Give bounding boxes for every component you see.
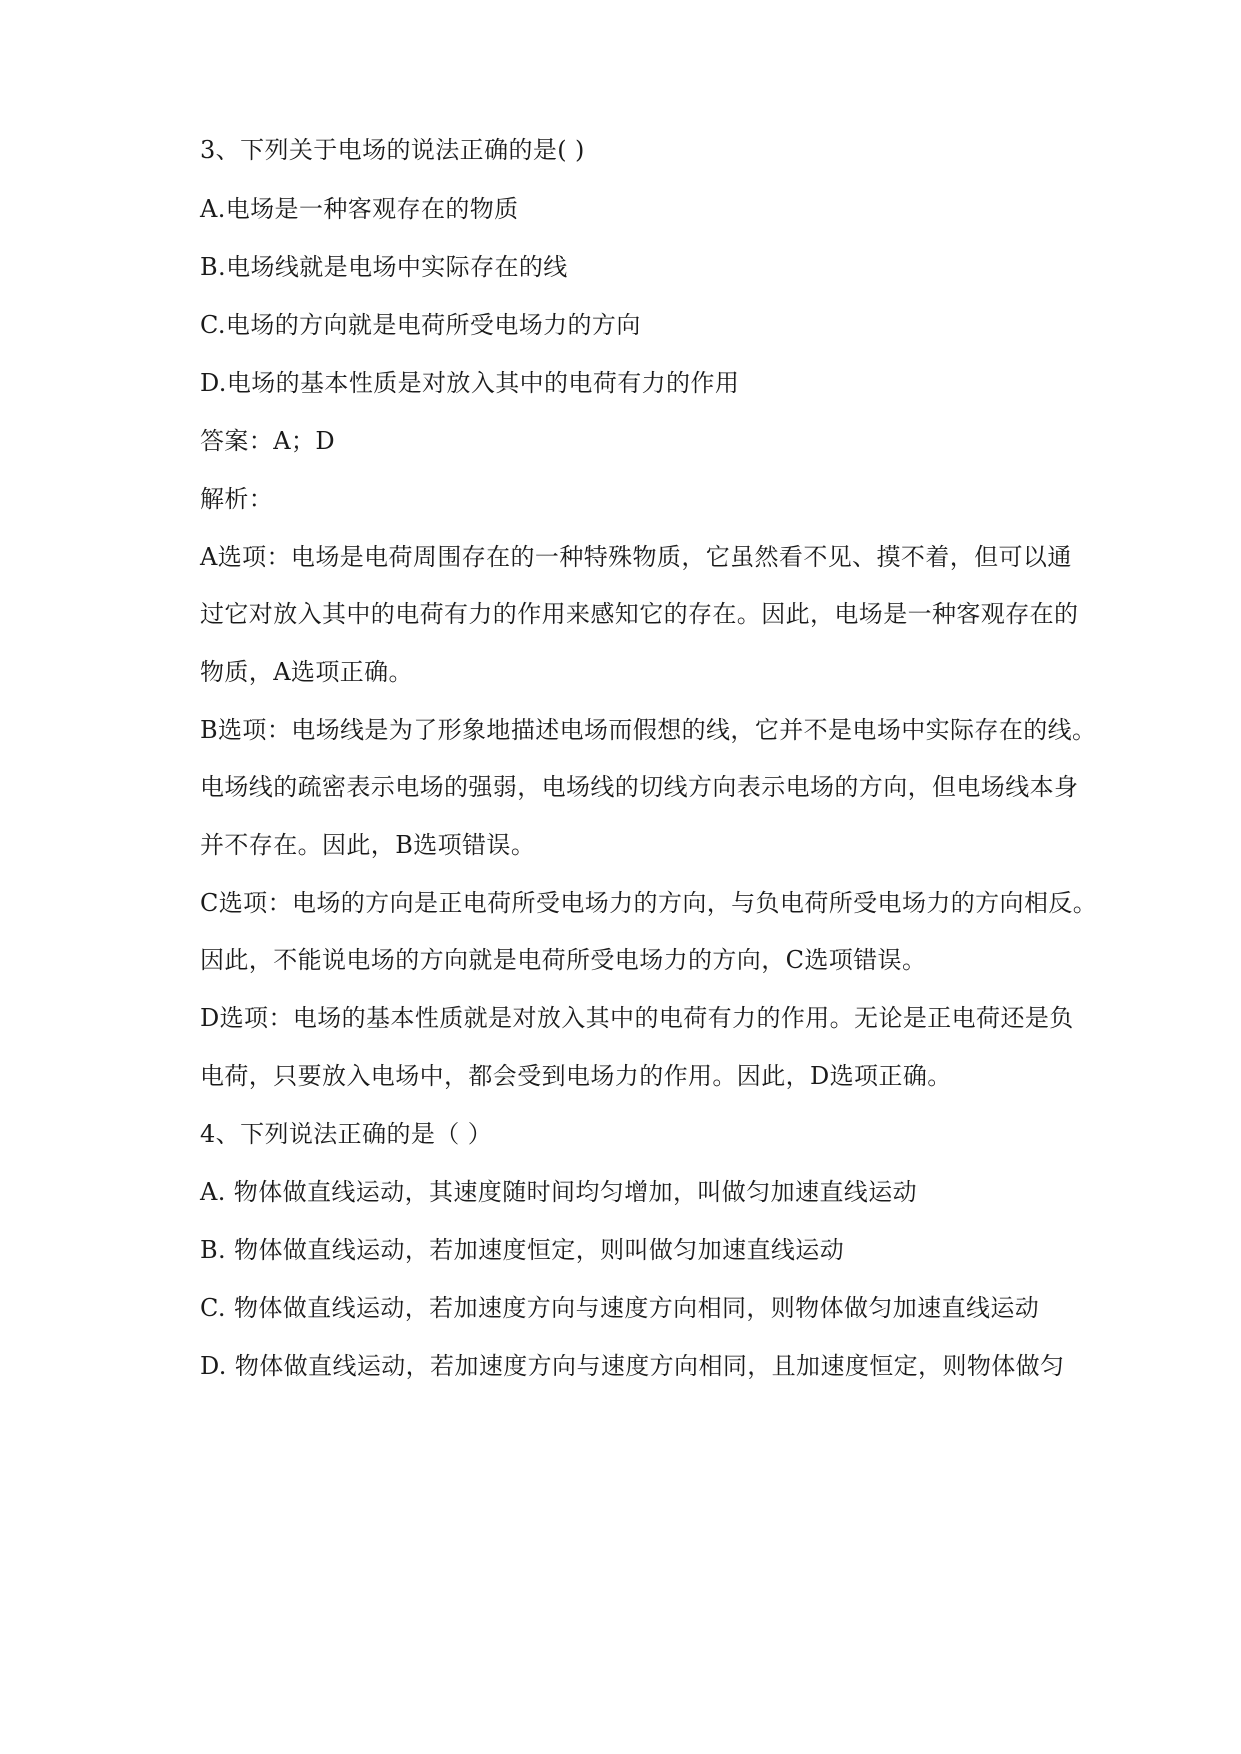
question-3-option-c: C.电场的方向就是电荷所受电场力的方向	[200, 311, 641, 339]
analysis-line: 物质，A选项正确。	[200, 658, 413, 686]
analysis-line: 因此，不能说电场的方向就是电荷所受电场力的方向，C选项错误。	[200, 946, 927, 974]
analysis-line: A选项：电场是电荷周围存在的一种特殊物质，它虽然看不见、摸不着，但可以通	[200, 543, 1072, 571]
question-3-option-d: D.电场的基本性质是对放入其中的电荷有力的作用	[200, 369, 740, 397]
analysis-line: 电荷，只要放入电场中，都会受到电场力的作用。因此，D选项正确。	[200, 1062, 952, 1090]
question-3-option-b: B.电场线就是电场中实际存在的线	[200, 253, 568, 281]
question-3-answer: 答案：A；D	[200, 427, 335, 455]
question-4-option-c: C. 物体做直线运动，若加速度方向与速度方向相同，则物体做匀加速直线运动	[200, 1294, 1040, 1322]
question-4-option-d: D. 物体做直线运动，若加速度方向与速度方向相同，且加速度恒定，则物体做匀	[200, 1352, 1065, 1380]
question-4-option-b: B. 物体做直线运动，若加速度恒定，则叫做匀加速直线运动	[200, 1236, 845, 1264]
analysis-line: 并不存在。因此，B选项错误。	[200, 831, 536, 859]
question-4-option-a: A. 物体做直线运动，其速度随时间均匀增加，叫做匀加速直线运动	[200, 1178, 917, 1206]
question-3-analysis-label: 解析：	[200, 485, 274, 513]
analysis-line: 电场线的疏密表示电场的强弱，电场线的切线方向表示电场的方向，但电场线本身	[200, 773, 1079, 801]
analysis-line: C选项：电场的方向是正电荷所受电场力的方向，与负电荷所受电场力的方向相反。	[200, 889, 1098, 917]
analysis-line: D选项：电场的基本性质就是对放入其中的电荷有力的作用。无论是正电荷还是负	[200, 1004, 1074, 1032]
analysis-line: B选项：电场线是为了形象地描述电场而假想的线，它并不是电场中实际存在的线。	[200, 716, 1097, 744]
analysis-line: 过它对放入其中的电荷有力的作用来感知它的存在。因此，电场是一种客观存在的	[200, 600, 1079, 628]
question-3-stem: 3、下列关于电场的说法正确的是( )	[200, 136, 585, 164]
question-4-stem: 4、下列说法正确的是（ ）	[200, 1120, 493, 1148]
question-3-option-a: A.电场是一种客观存在的物质	[200, 195, 519, 223]
